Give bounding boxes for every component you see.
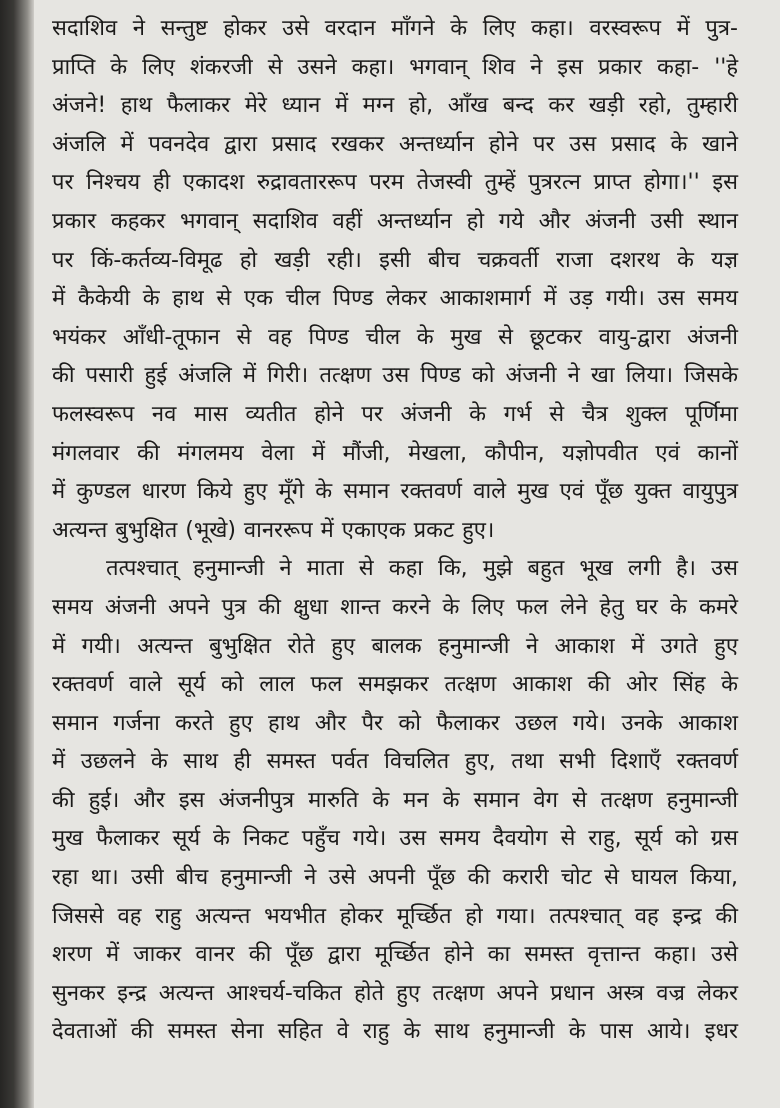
text-line: की पसारी हुई अंजलि में गिरी। तत्क्षण उस पिण्ड को अंजनी ने खा लिया। जिसके bbox=[52, 363, 738, 389]
text-line: में उछलने के साथ ही समस्त पर्वत विचलित हुए, तथा सभी दिशाएँ रक्तवर्ण bbox=[52, 749, 738, 775]
text-line: मंगलवार की मंगलमय वेला में मौंजी, मेखला, कौपीन, यज्ञोपवीत एवं कानों bbox=[52, 440, 738, 466]
text-line: अंजलि में पवनदेव द्वारा प्रसाद रखकर अन्तर्ध्यान होने पर उस प्रसाद के खाने bbox=[52, 131, 738, 157]
text-line: सदाशिव ने सन्तुष्ट होकर उसे वरदान माँगने के लिए कहा। वरस्वरूप में पुत्र- bbox=[52, 16, 738, 41]
paragraph-2 bbox=[52, 550, 738, 1052]
text-line: भयंकर आँधी-तूफान से वह पिण्ड चील के मुख से छूटकर वायु-द्वारा अंजनी bbox=[52, 324, 738, 350]
text-line: समय अंजनी अपने पुत्र की क्षुधा शान्त करने के लिए फल लेने हेतु घर के कमरे bbox=[52, 594, 738, 620]
text-line: में कुण्डल धारण किये हुए मूँगे के समान रक्तवर्ण वाले मुख एवं पूँछ युक्त वायुपुत्र bbox=[52, 479, 738, 505]
text-line: फलस्वरूप नव मास व्यतीत होने पर अंजनी के गर्भ से चैत्र शुक्ल पूर्णिमा bbox=[52, 401, 738, 427]
text-line: में कैकेयी के हाथ से एक चील पिण्ड लेकर आकाशमार्ग में उड़ गयी। उस समय bbox=[52, 286, 738, 312]
text-line: सुनकर इन्द्र अत्यन्त आश्चर्य-चकित होते हुए तत्क्षण अपने प्रधान अस्त्र वज्र लेकर bbox=[52, 980, 738, 1006]
paragraph-1 bbox=[52, 10, 738, 550]
book-spine-shadow bbox=[0, 0, 34, 1108]
text-line: रहा था। उसी बीच हनुमान्जी ने उसे अपनी पूँछ की करारी चोट से घायल किया, bbox=[52, 865, 738, 891]
text-line: प्राप्ति के लिए शंकरजी से उसने कहा। भगवान् शिव ने इस प्रकार कहा- ''हे bbox=[52, 54, 738, 80]
text-line: समान गर्जना करते हुए हाथ और पैर को फैलाकर उछल गये। उनके आकाश bbox=[52, 710, 738, 736]
text-line: देवताओं की समस्त सेना सहित वे राहु के साथ हनुमान्जी के पास आये। इधर bbox=[52, 1019, 738, 1045]
text-line: पर निश्चय ही एकादश रुद्रावताररूप परम तेजस्वी तुम्हें पुत्ररत्न प्राप्त होगा।'' इस bbox=[52, 170, 738, 196]
text-line: तत्पश्चात् हनुमान्जी ने माता से कहा कि, मुझे बहुत भूख लगी है। उस bbox=[106, 556, 738, 582]
text-line: मुख फैलाकर सूर्य के निकट पहुँच गये। उस समय दैवयोग से राहु, सूर्य को ग्रस bbox=[52, 826, 738, 852]
text-line: अंजने! हाथ फैलाकर मेरे ध्यान में मग्न हो, आँख बन्द कर खड़ी रहो, तुम्हारी bbox=[52, 93, 738, 119]
text-line: की हुई। और इस अंजनीपुत्र मारुति के मन के समान वेग से तत्क्षण हनुमान्जी bbox=[52, 787, 738, 813]
text-line: जिससे वह राहु अत्यन्त भयभीत होकर मूर्च्छित हो गया। तत्पश्चात् वह इन्द्र की bbox=[52, 903, 738, 929]
text-line: पर किं-कर्तव्य-विमूढ हो खड़ी रही। इसी बीच चक्रवर्ती राजा दशरथ के यज्ञ bbox=[52, 247, 738, 273]
text-line: प्रकार कहकर भगवान् सदाशिव वहीं अन्तर्ध्यान हो गये और अंजनी उसी स्थान bbox=[52, 208, 738, 234]
text-line: में गयी। अत्यन्त बुभुक्षित रोते हुए बालक हनुमान्जी ने आकाश में उगते हुए bbox=[52, 633, 738, 659]
text-line: रक्तवर्ण वाले सूर्य को लाल फल समझकर तत्क्षण आकाश की ओर सिंह के bbox=[52, 672, 738, 698]
text-line: अत्यन्त बुभुक्षित (भूखे) वानररूप में एकाएक प्रकट हुए। bbox=[52, 517, 495, 543]
body-text bbox=[52, 10, 738, 1052]
text-line: शरण में जाकर वानर की पूँछ द्वारा मूर्च्छित होने का समस्त वृत्तान्त कहा। उसे bbox=[52, 942, 738, 968]
